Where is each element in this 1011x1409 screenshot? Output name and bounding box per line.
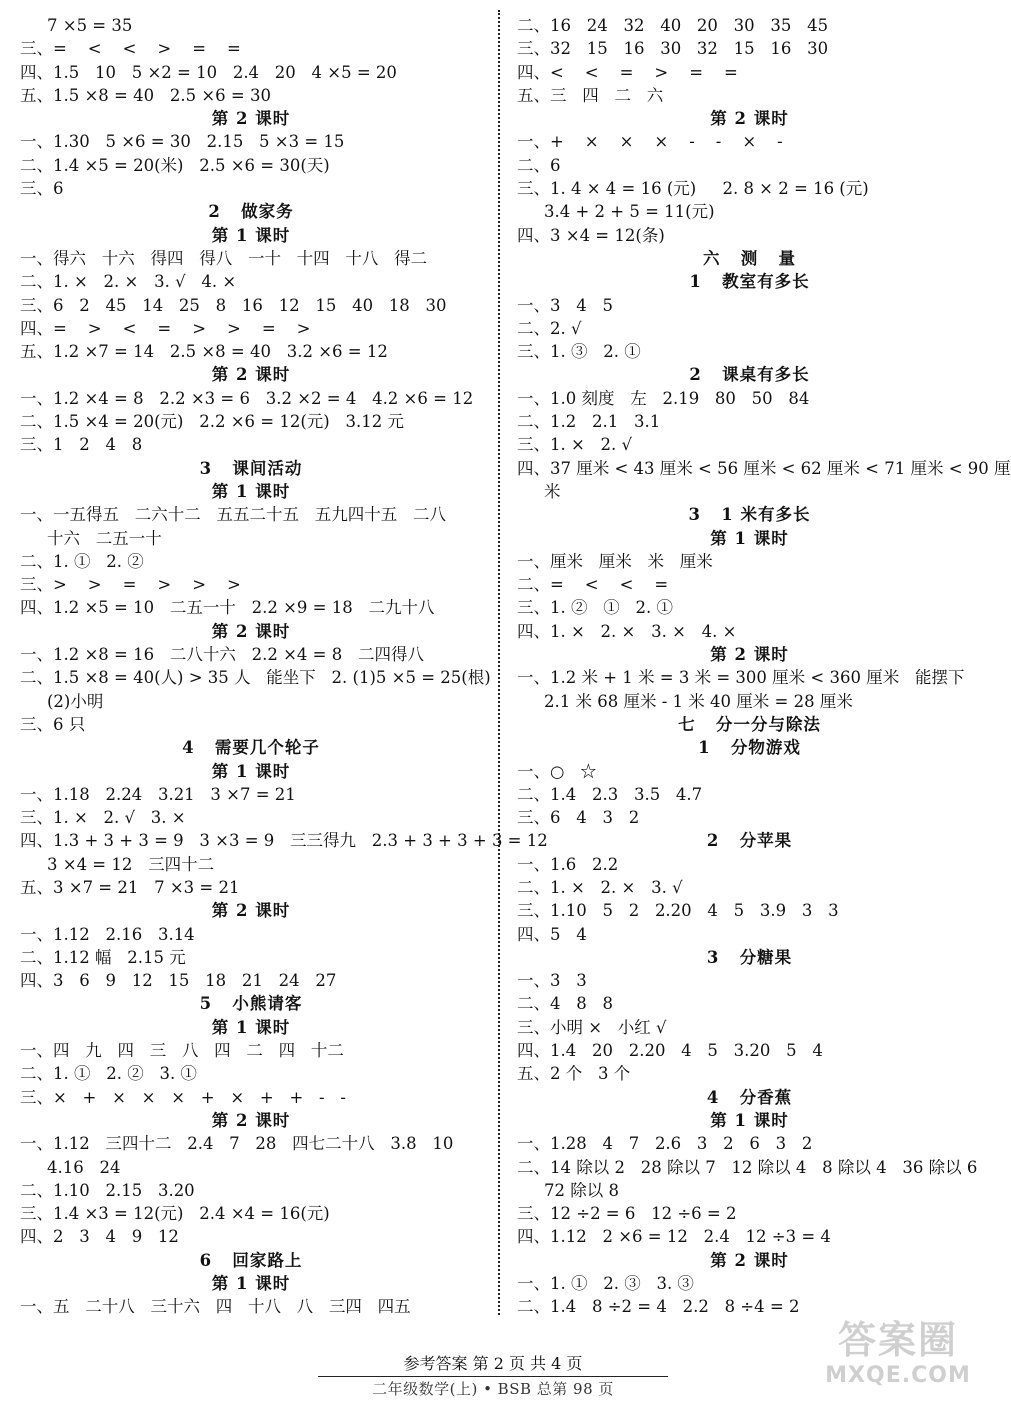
answer-line: 二、1. ① 2. ② 3. ① xyxy=(20,1064,197,1084)
watermark-url: MXQE.COM xyxy=(825,1363,971,1388)
section-heading: 第 1 课时 xyxy=(211,1017,291,1037)
section-heading: 第 2 课时 xyxy=(211,1110,291,1130)
answer-line: 四、1.4 20 2.20 4 5 3.20 5 4 xyxy=(517,1041,823,1061)
section-heading: 第 2 课时 xyxy=(710,1250,789,1270)
section-heading: 6 回家路上 xyxy=(199,1250,303,1270)
answer-line: 三、1. ③ 2. ① xyxy=(517,342,641,362)
answer-line: 二、1.4 ×5 = 20(米) 2.5 ×6 = 30(天) xyxy=(20,155,330,175)
answer-line: (2)小明 xyxy=(47,691,104,711)
answer-line: 三、= < < > = = xyxy=(20,39,241,59)
answer-line: 五、三 四 二 六 xyxy=(517,85,664,105)
answer-line: 四、3 ×4 = 12(条) xyxy=(517,225,665,245)
answer-line: 一、1. ① 2. ③ 3. ③ xyxy=(517,1274,694,1294)
answer-line: 一、+ × × × - - × - xyxy=(517,132,783,152)
section-heading: 2 课桌有多长 xyxy=(689,365,810,385)
answer-line: 米 xyxy=(544,481,561,501)
answer-line: 一、1.6 2.2 xyxy=(517,854,619,874)
section-heading: 4 分香蕉 xyxy=(706,1087,793,1107)
section-heading: 1 教室有多长 xyxy=(689,272,810,292)
answer-line: 四、1. × 2. × 3. × 4. × xyxy=(517,621,737,641)
answer-line: 7 ×5 = 35 xyxy=(47,16,133,35)
section-heading: 第 1 课时 xyxy=(710,1110,789,1130)
section-heading: 第 2 课时 xyxy=(211,621,291,641)
answer-line: 二、1. ① 2. ② xyxy=(20,551,144,571)
section-heading: 第 1 课时 xyxy=(211,761,291,781)
answer-line: 二、1.4 2.3 3.5 4.7 xyxy=(517,784,703,804)
watermark-logo xyxy=(818,1318,978,1400)
answer-line: 二、= < < = xyxy=(517,575,669,595)
section-heading: 5 小熊请客 xyxy=(199,994,303,1014)
answer-line: 五、3 ×7 = 21 7 ×3 = 21 xyxy=(20,877,240,897)
answer-line: 三、1. × 2. √ xyxy=(517,435,633,455)
answer-line: 二、2. √ xyxy=(517,318,582,338)
section-heading: 第 2 课时 xyxy=(710,109,789,129)
answer-line: 3 ×4 = 12 三四十二 xyxy=(47,854,215,874)
answer-line: 四、1.5 10 5 ×2 = 10 2.4 20 4 ×5 = 20 xyxy=(20,62,397,82)
answer-line: 四、1.12 2 ×6 = 12 2.4 12 ÷3 = 4 xyxy=(517,1227,831,1247)
answer-line: 三、> > = > > > xyxy=(20,575,241,595)
section-heading: 第 2 课时 xyxy=(211,901,291,921)
answer-line: 二、1.5 ×4 = 20(元) 2.2 ×6 = 12(元) 3.12 元 xyxy=(20,412,404,432)
section-heading: 第 2 课时 xyxy=(710,645,789,665)
answer-line: 一、○ ☆ xyxy=(517,761,597,781)
answer-line: 二、4 8 8 xyxy=(517,994,613,1014)
answer-line: 三、32 15 16 30 32 15 16 30 xyxy=(517,39,829,59)
answer-line: 四、2 3 4 9 12 xyxy=(20,1227,179,1247)
answer-line: 一、1.28 4 7 2.6 3 2 6 3 2 xyxy=(517,1134,813,1154)
answer-line: 一、1.18 2.24 3.21 3 ×7 = 21 xyxy=(20,784,296,804)
answer-line: 一、3 4 5 xyxy=(517,295,613,315)
answer-line: 3.4 + 2 + 5 = 11(元) xyxy=(544,202,715,222)
footer-book-info: 二年级数学(上) • BSB 总第 98 页 xyxy=(372,1380,614,1398)
answer-line: 四、1.3 + 3 + 3 = 9 3 ×3 = 9 三三得九 2.3 + 3 + 3 + 3 = 12 xyxy=(20,831,548,851)
answer-line: 一、五 二十八 三十六 四 十八 八 三四 四五 xyxy=(20,1297,411,1317)
answer-line: 4.16 24 xyxy=(47,1157,121,1177)
answer-line: 二、1.2 2.1 3.1 xyxy=(517,412,661,432)
answer-line: 一、厘米 厘米 米 厘米 xyxy=(517,551,713,571)
page-footer xyxy=(318,1354,668,1399)
answer-line: 二、14 除以 2 28 除以 7 12 除以 4 8 除以 4 36 除以 6 xyxy=(517,1157,978,1177)
answer-line: 三、1 2 4 8 xyxy=(20,435,143,455)
answer-line: 三、6 2 45 14 25 8 16 12 15 40 18 30 xyxy=(20,295,447,315)
section-heading: 第 2 课时 xyxy=(211,365,291,385)
answer-line: 一、1.0 刻度 左 2.19 80 50 84 xyxy=(517,388,810,408)
section-heading: 3 1 米有多长 xyxy=(688,505,811,525)
section-heading: 第 1 课时 xyxy=(211,481,291,501)
answer-line: 二、1.5 ×8 = 40(人) > 35 人 能坐下 2. (1)5 ×5 = 25(根) xyxy=(20,668,491,688)
answer-line: 四、37 厘米 < 43 厘米 < 56 厘米 < 62 厘米 < 71 厘米 < 90 厘 xyxy=(517,458,1011,478)
section-heading: 2 做家务 xyxy=(208,202,294,222)
answer-line: 一、3 3 xyxy=(517,971,587,991)
section-heading: 第 1 课时 xyxy=(710,528,789,548)
answer-line: 五、1.2 ×7 = 14 2.5 ×8 = 40 3.2 ×6 = 12 xyxy=(20,342,388,362)
section-heading: 六 测 量 xyxy=(703,248,796,268)
answer-line: 一、1.2 米 + 1 米 = 3 米 = 300 厘米 < 360 厘米 能摆下 xyxy=(517,668,965,688)
column-divider xyxy=(498,10,500,1315)
answer-line: 三、6 4 3 2 xyxy=(517,808,640,828)
answer-line: 一、1.2 ×4 = 8 2.2 ×3 = 6 3.2 ×2 = 4 4.2 ×6 = 12 xyxy=(20,388,474,408)
answer-line: 一、一五得五 二六十二 五五二十五 五九四十五 二八 xyxy=(20,505,446,525)
answer-line: 一、1.12 三四十二 2.4 7 28 四七二十八 3.8 10 xyxy=(20,1134,454,1154)
answer-line: 三、1.10 5 2 2.20 4 5 3.9 3 3 xyxy=(517,901,839,921)
answer-line: 十六 二五一十 xyxy=(47,528,162,548)
answer-line: 二、1. × 2. × 3. √ 4. × xyxy=(20,272,237,292)
section-heading: 第 1 课时 xyxy=(211,225,291,245)
right-column xyxy=(517,14,1011,1319)
answer-line: 四、< < = > = = xyxy=(517,62,738,82)
section-heading: 3 课间活动 xyxy=(199,458,303,478)
answer-line: 二、6 xyxy=(517,155,561,175)
section-heading: 第 1 课时 xyxy=(211,1274,291,1294)
answer-line: 三、1. × 2. √ 3. × xyxy=(20,808,186,828)
answer-line: 三、1. ② ① 2. ① xyxy=(517,598,673,618)
answer-line: 一、1.30 5 ×6 = 30 2.15 5 ×3 = 15 xyxy=(20,132,345,152)
answer-line: 五、1.5 ×8 = 40 2.5 ×6 = 30 xyxy=(20,85,271,105)
watermark-title: 答案圈 xyxy=(837,1318,958,1362)
answer-line: 三、1. 4 × 4 = 16 (元) 2. 8 × 2 = 16 (元) xyxy=(517,179,869,199)
answer-line: 一、得六 十六 得四 得八 一十 十四 十八 得二 xyxy=(20,248,428,268)
answer-line: 五、2 个 3 个 xyxy=(517,1064,631,1084)
section-heading: 七 分一分与除法 xyxy=(678,714,821,734)
section-heading: 2 分苹果 xyxy=(706,831,793,851)
answer-line: 二、1.12 幅 2.15 元 xyxy=(20,947,186,967)
answer-line: 三、1.4 ×3 = 12(元) 2.4 ×4 = 16(元) xyxy=(20,1204,330,1224)
section-heading: 3 分糖果 xyxy=(706,947,793,967)
answer-line: 二、16 24 32 40 20 30 35 45 xyxy=(517,16,829,35)
answer-line: 三、小明 × 小红 √ xyxy=(517,1017,667,1037)
section-heading: 4 需要几个轮子 xyxy=(182,738,320,758)
answer-line: 四、= > < = > > = > xyxy=(20,318,311,338)
footer-page-info: 参考答案 第 2 页 共 4 页 xyxy=(403,1354,583,1373)
answer-line: 2.1 米 68 厘米 - 1 米 40 厘米 = 28 厘米 xyxy=(544,691,853,711)
answer-line: 三、6 xyxy=(20,179,64,199)
answer-line: 二、1.10 2.15 3.20 xyxy=(20,1180,195,1200)
answer-line: 四、3 6 9 12 15 18 21 24 27 xyxy=(20,971,337,991)
answer-line: 四、5 4 xyxy=(517,924,587,944)
section-heading: 1 分物游戏 xyxy=(698,738,801,758)
answer-line: 72 除以 8 xyxy=(544,1180,619,1200)
answer-line: 四、1.2 ×5 = 10 二五一十 2.2 ×9 = 18 二九十八 xyxy=(20,598,435,618)
answer-line: 一、1.2 ×8 = 16 二八十六 2.2 ×4 = 8 二四得八 xyxy=(20,645,424,665)
answer-line: 三、× + × × × + × + + - - xyxy=(20,1087,346,1107)
section-heading: 第 2 课时 xyxy=(211,109,291,129)
answer-line: 三、6 只 xyxy=(20,714,86,734)
footer-rule xyxy=(318,1376,668,1377)
answer-line: 二、1.4 8 ÷2 = 4 2.2 8 ÷4 = 2 xyxy=(517,1297,800,1317)
answer-line: 一、四 九 四 三 八 四 二 四 十二 xyxy=(20,1041,344,1061)
answer-line: 一、1.12 2.16 3.14 xyxy=(20,924,195,944)
answer-line: 二、1. × 2. × 3. √ xyxy=(517,877,683,897)
answer-line: 三、12 ÷2 = 6 12 ÷6 = 2 xyxy=(517,1204,737,1224)
